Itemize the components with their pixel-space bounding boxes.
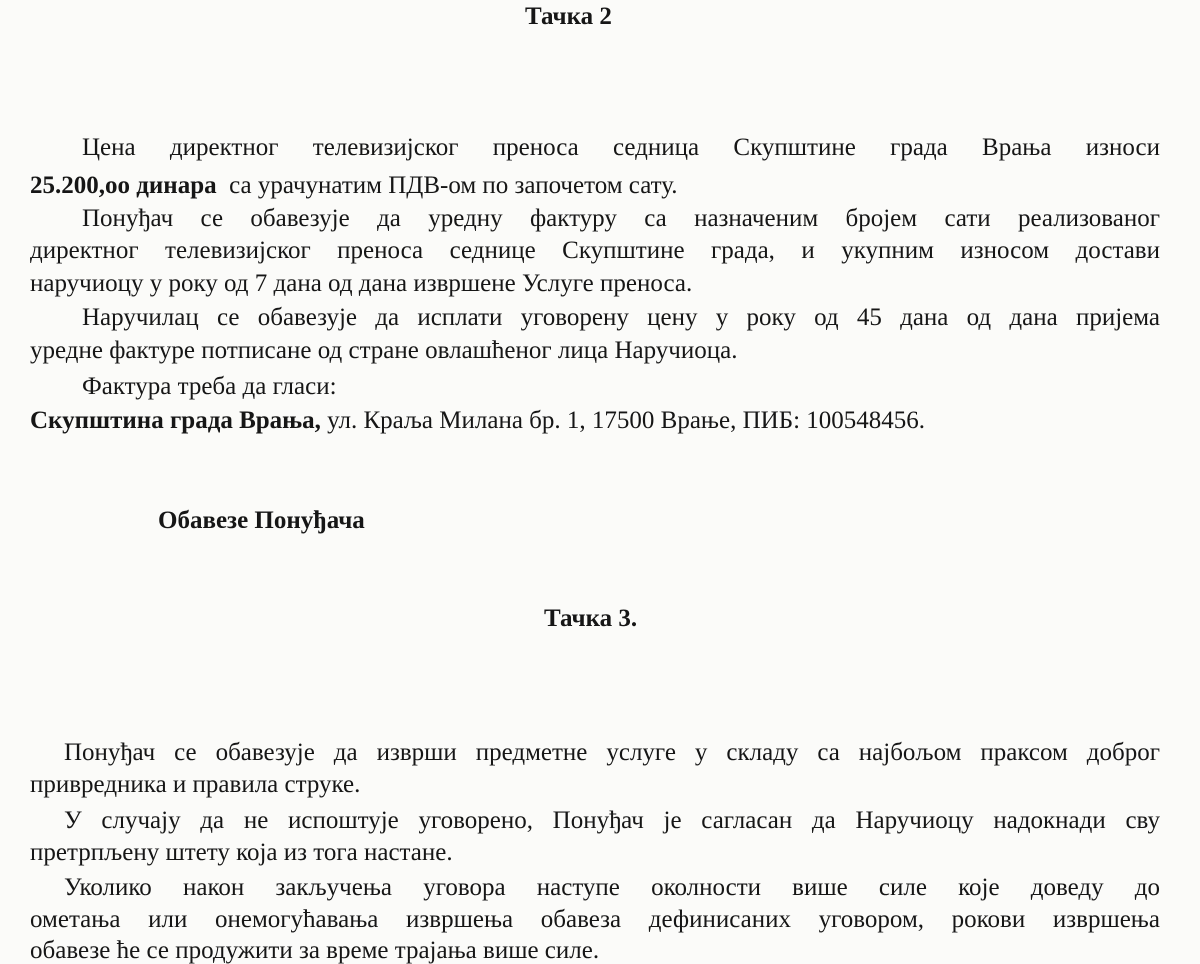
s2-p1-line2 [30, 173, 678, 198]
s3-p2-line1: У случају да не испоштује уговорено, Понуђач је сагласан да Наручиоцу надокнади сву [64, 807, 1160, 834]
s3-p3-line2: ометања или онемогућавања извршења обавеза дефинисаних уговором, рокови извршења [30, 906, 1160, 933]
s2-p1-line1: Цена директног телевизијског преноса седница Скупштине града Врања износи [82, 134, 1160, 161]
s2-p3-line2: уредне фактуре потписане од стране овлашћеног лица Наручиоца. [30, 337, 738, 364]
section-2-heading: Тачка 2 [525, 3, 612, 30]
s3-p2-line2: претрпљену штету која из тога настане. [30, 839, 453, 866]
price-description: са урачунатим ПДВ-ом по започетом сату. [229, 172, 678, 199]
s3-p1-line1: Понуђач се обавезује да изврши предметне услуге у складу са најбољом праксом доброг [64, 739, 1160, 766]
obligations-heading: Обавезе Понуђача [158, 507, 365, 534]
section-3-heading: Тачка 3. [544, 605, 638, 632]
invoice-recipient [30, 408, 925, 433]
invoice-recipient-name: Скупштина града Врања, [30, 407, 321, 434]
s2-p3-line1: Наручилац се обавезује да исплати уговорену цену у року од 45 дана од дана пријема [82, 304, 1160, 331]
s3-p3-line1: Уколико након закључења уговора наступе околности више силе које доведу до [64, 874, 1160, 901]
s2-p2-line3: наручиоцу у року од 7 дана од дана извршене Услуге преноса. [30, 270, 693, 297]
price-amount: 25.200,оо динара [30, 172, 217, 199]
invoice-recipient-address: ул. Краља Милана бр. 1, 17500 Врање, ПИБ: 100548456. [327, 407, 926, 434]
s3-p3-line3: обавезе ће се продужити за време трајања више силе. [30, 937, 600, 964]
invoice-label: Фактура треба да гласи: [82, 373, 337, 400]
s3-p1-line2: привредника и правила струке. [30, 771, 361, 798]
s2-p2-line1: Понуђач се обавезује да уредну фактуру са назначеним бројем сати реализованог [82, 205, 1160, 232]
s2-p2-line2: директног телевизијског преноса седнице Скупштине града, и укупним износом достави [30, 237, 1160, 264]
